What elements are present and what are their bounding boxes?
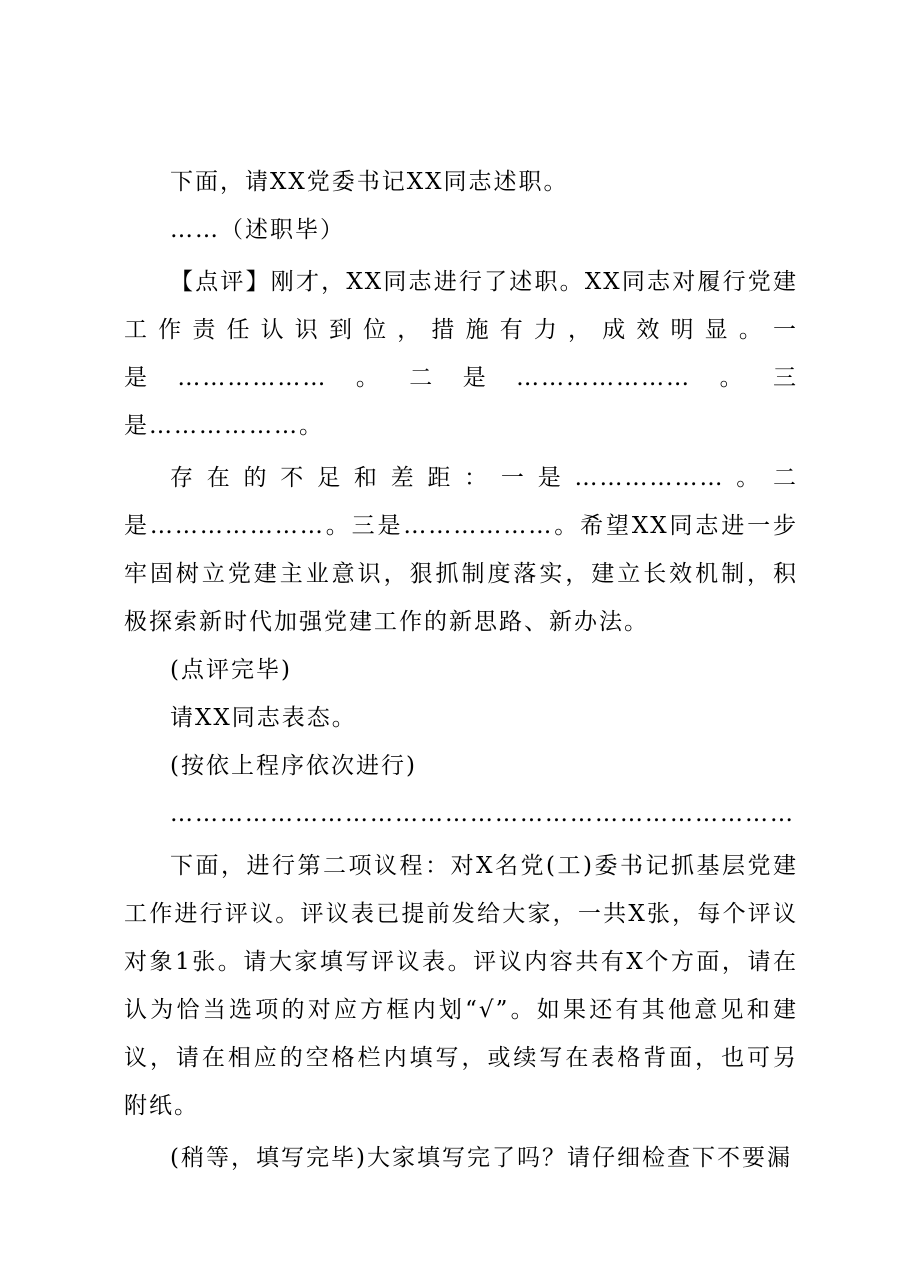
paragraph-ellipsis-divider: ………………………………………………………………… [170,801,795,827]
paragraph-statement: 请XX同志表态。 [170,705,357,731]
paragraph-shortcomings: 存在的不足和差距：一是………………。二是…………………。三是………………。希望XX同志进一步牢固树立党建主业意识，狠抓制度落实，建立长效机制，积极探索新时代加强党建工作的新思路、新办法。 [124,465,798,635]
paragraph-comment-end: (点评完毕) [170,657,292,683]
paragraph-debrief-intro: 下面，请XX党委书记XX同志述职。 [170,169,569,195]
paragraph-filling-done: (稍等，填写完毕)大家填写完了吗？请仔细检查下不要漏 [170,1145,792,1171]
paragraph-procedure: (按依上程序依次进行) [170,753,417,779]
document-body [124,158,798,1182]
paragraph-debrief-end: ……（述职毕） [170,217,345,243]
paragraph-second-agenda: 下面，进行第二项议程：对X名党(工)委书记抓基层党建工作进行评议。评议表已提前发给大家，一共X张，每个评议对象1张。请大家填写评议表。评议内容共有X个方面，请在认为恰当选项的对应方框内划“√”。如果还有其他意见和建议，请在相应的空格栏内填写，或续写在表格背面，也可另附纸。 [124,853,798,1119]
paragraph-comment: 【点评】刚才，XX同志进行了述职。XX同志对履行党建工作责任认识到位，措施有力，成效明显。一是………………。二是…………………。三是………………。 [124,269,798,439]
